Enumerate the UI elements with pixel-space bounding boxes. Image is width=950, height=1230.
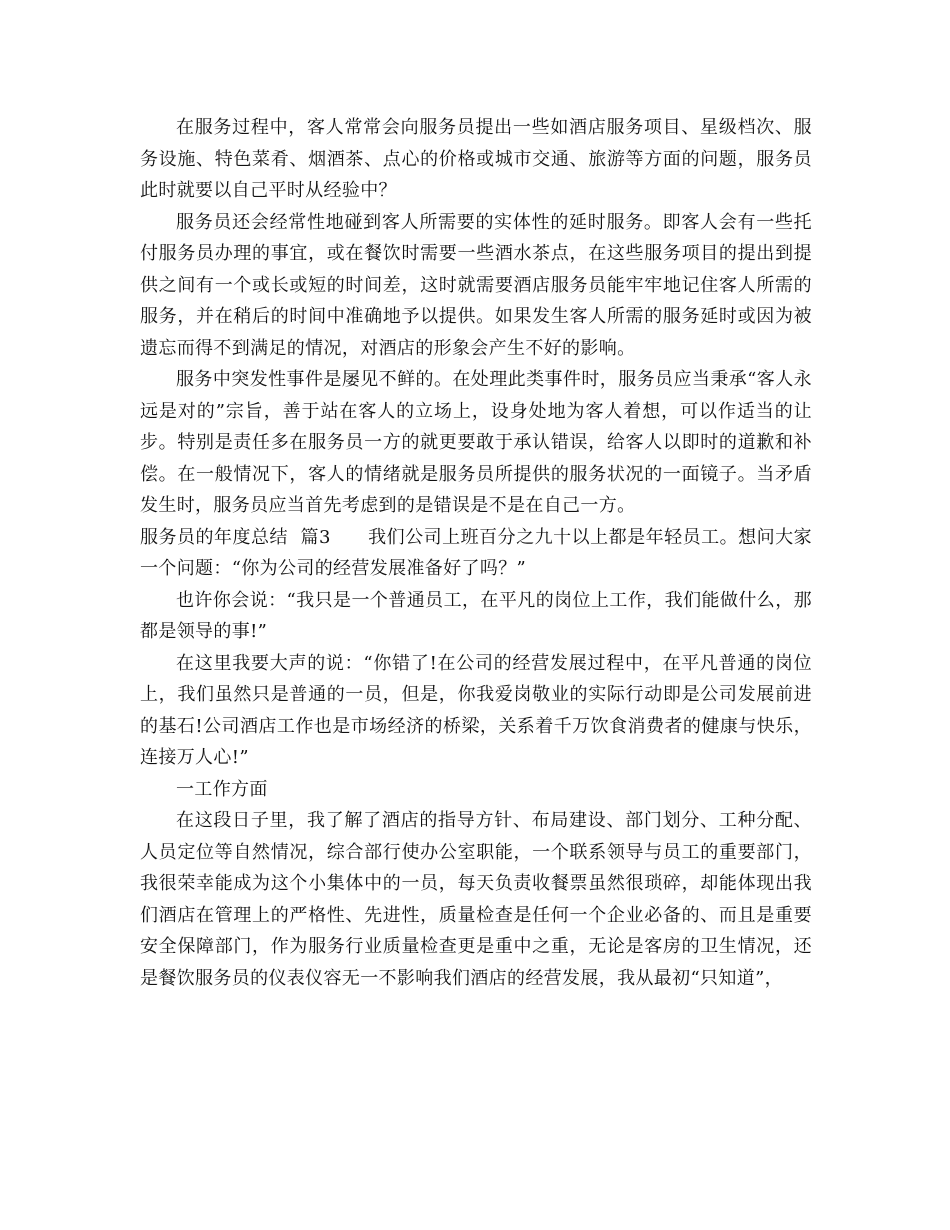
subheading-work-aspect: 一工作方面	[176, 778, 268, 800]
paragraph-work-details: 在这段日子里，我了解了酒店的指导方针、布局建设、部门划分、工种分配、人员定位等自然情况，综合部行使办公室职能，一个联系领导与员工的重要部门，我很荣幸能成为这个小集体中的一员，每天负责收餐票虽然很琐碎，却能体现出我们酒店在管理上的严格性、先进性，质量检查是任何一个企业必备的、而且是重要安全保障部门，作为服务行业质量检查更是重中之重，无论是客房的卫生情况，还是餐饮服务员的仪表仪容无一不影响我们酒店的经营发展，我从最初“只知道”，	[140, 810, 812, 989]
heading-gap	[331, 527, 368, 548]
paragraph-you-are-wrong: 在这里我要大声的说：“你错了!在公司的经营发展过程中，在平凡普通的岗位上，我们虽然只是普通的一员，但是，你我爱岗敬业的实际行动即是公司发展前进的基石!公司酒店工作也是市场经济的桥梁，关系着千万饮食消费者的健康与快乐，连接万人心!”	[140, 652, 812, 768]
document-body	[140, 112, 812, 994]
paragraph-delayed-service: 服务员还会经常性地碰到客人所需要的实体性的延时服务。即客人会有一些托付服务员办理的事宜，或在餐饮时需要一些酒水茶点，在这些服务项目的提出到提供之间有一个或长或短的时间差，这时就需要酒店服务员能牢牢地记住客人所需的服务，并在稍后的时间中准确地予以提供。如果发生客人所需的服务延时或因为被遗忘而得不到满足的情况，对酒店的形象会产生不好的影响。	[140, 211, 812, 359]
section-heading: 服务员的年度总结 篇3	[140, 526, 331, 548]
paragraph-section-3	[140, 522, 812, 585]
paragraph-emergencies: 服务中突发性事件是屡见不鲜的。在处理此类事件时，服务员应当秉承“客人永远是对的”宗旨，善于站在客人的立场上，设身处地为客人着想，可以作适当的让步。特别是责任多在服务员一方的就更要敢于承认错误，给客人以即时的道歉和补偿。在一般情况下，客人的情绪就是服务员所提供的服务状况的一面镜子。当矛盾发生时，服务员应当首先考虑到的是错误是不是在自己一方。	[140, 369, 812, 516]
paragraph-service-questions: 在服务过程中，客人常常会向服务员提出一些如酒店服务项目、星级档次、服务设施、特色菜肴、烟酒茶、点心的价格或城市交通、旅游等方面的问题，服务员此时就要以自己平时从经验中？	[140, 117, 812, 201]
section-intro-text: 我们公司上班百分之九十以上都是年轻员工。想问大家一个问题：“你为公司的经营发展准备好了吗？”	[140, 526, 812, 579]
paragraph-ordinary-employee: 也许你会说：“我只是一个普通员工，在平凡的岗位上工作，我们能做什么，那都是领导的事!”	[140, 589, 812, 642]
